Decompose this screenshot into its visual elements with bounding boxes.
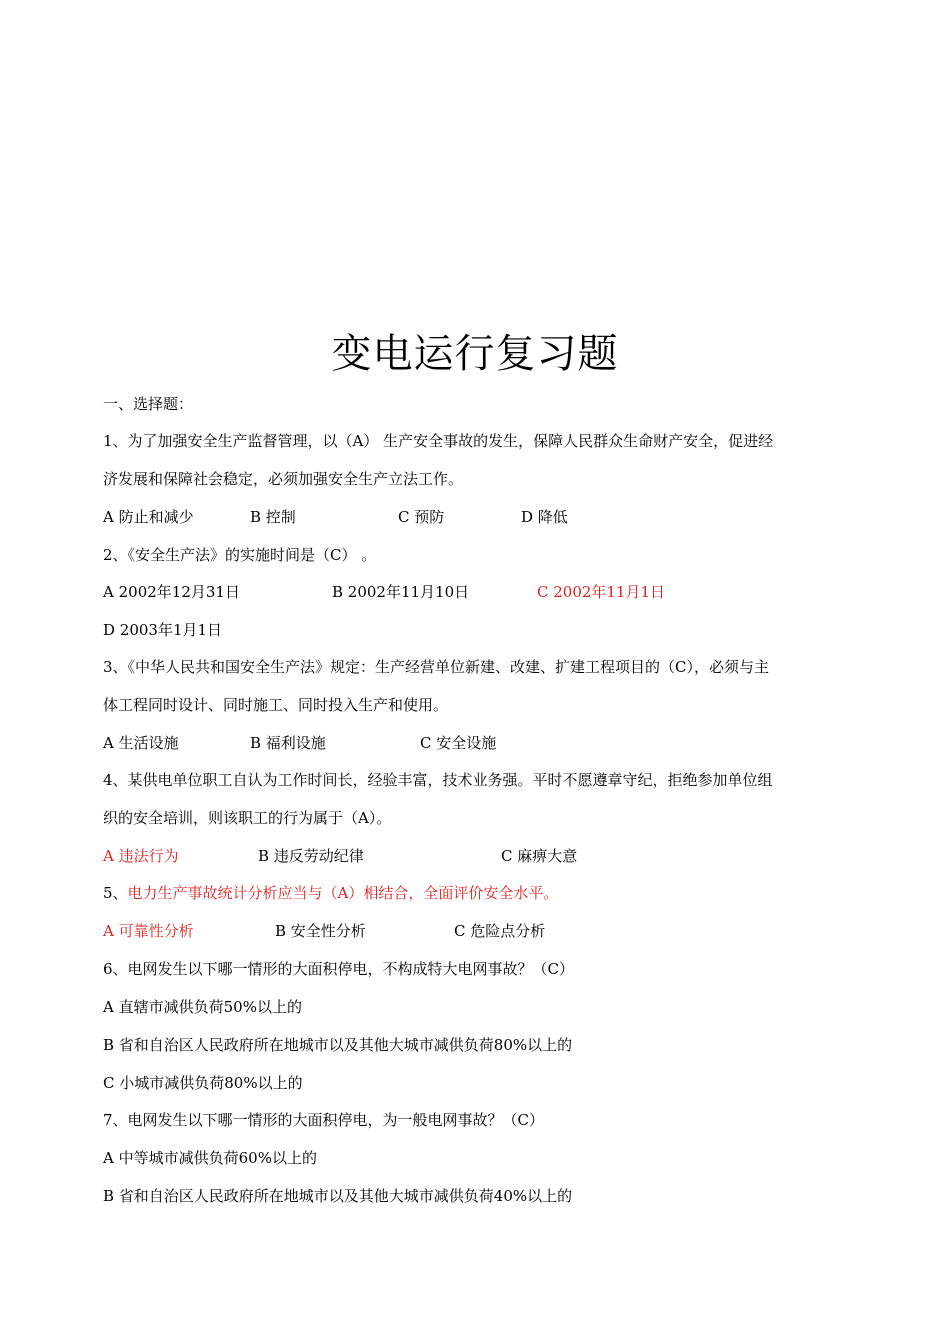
q5-option-c: C 危险点分析: [454, 922, 546, 940]
document-title: 变电运行复习题: [331, 331, 619, 377]
question-3-options: [103, 733, 843, 753]
q1-option-b: B 控制: [250, 508, 296, 526]
q3-option-b: B 福利设施: [250, 734, 326, 752]
q5-text: 电力生产事故统计分析应当与（A）相结合，全面评价安全水平。: [127, 884, 559, 902]
question-1-options: [103, 507, 843, 527]
q1-option-a: A 防止和减少: [103, 508, 194, 526]
q3-option-c: C 安全设施: [420, 734, 497, 752]
question-5-options: [103, 921, 843, 941]
q7-option-a: A 中等城市减供负荷60%以上的: [103, 1149, 317, 1167]
q5-option-a: A 可靠性分析: [103, 922, 194, 940]
question-5-line-1: [103, 883, 558, 903]
question-3-line-1: 3、《中华人民共和国安全生产法》规定：生产经营单位新建、改建、扩建工程项目的（C），必须与主: [103, 658, 770, 676]
section-heading: 一、选择题：: [103, 395, 194, 413]
q7-option-b: B 省和自治区人民政府所在地城市以及其他大城市减供负荷40%以上的: [103, 1187, 573, 1205]
q3-option-a: A 生活设施: [103, 734, 179, 752]
question-6-line-1: 6、电网发生以下哪一情形的大面积停电，不构成特大电网事故？（C）: [103, 960, 575, 978]
question-2-line-1: 2、《安全生产法》的实施时间是（C） 。: [103, 546, 377, 564]
question-1-line-2: 济发展和保障社会稳定，必须加强安全生产立法工作。: [103, 470, 464, 488]
question-3-line-2: 体工程同时设计、同时施工、同时投入生产和使用。: [103, 696, 449, 714]
q4-option-b: B 违反劳动纪律: [258, 847, 364, 865]
q1-option-c: C 预防: [398, 508, 445, 526]
q1-option-d: D 降低: [521, 508, 568, 526]
q6-option-c: C 小城市减供负荷80%以上的: [103, 1074, 303, 1092]
q5-option-b: B 安全性分析: [275, 922, 366, 940]
q2-option-c: C 2002年11月1日: [537, 583, 666, 601]
question-7-line-1: 7、电网发生以下哪一情形的大面积停电，为一般电网事故？（C）: [103, 1111, 545, 1129]
question-1-line-1: 1、为了加强安全生产监督管理，以（A） 生产安全事故的发生，保障人民群众生命财产安全，促进经: [103, 432, 774, 450]
question-4-options: [103, 846, 843, 866]
q6-option-a: A 直辖市减供负荷50%以上的: [103, 998, 302, 1016]
q2-option-d: D 2003年1月1日: [103, 621, 223, 639]
q2-option-b: B 2002年11月10日: [332, 583, 470, 601]
question-2-options: [103, 582, 843, 602]
q6-option-b: B 省和自治区人民政府所在地城市以及其他大城市减供负荷80%以上的: [103, 1036, 573, 1054]
q2-option-a: A 2002年12月31日: [103, 583, 240, 601]
question-4-line-1: 4、某供电单位职工自认为工作时间长，经验丰富，技术业务强。平时不愿遵章守纪，拒绝参加单位组: [103, 771, 773, 789]
q4-option-c: C 麻痹大意: [501, 847, 578, 865]
question-4-line-2: 织的安全培训，则该职工的行为属于（A）。: [103, 809, 392, 827]
q4-option-a: A 违法行为: [103, 847, 179, 865]
q5-number: 5、: [103, 884, 128, 902]
